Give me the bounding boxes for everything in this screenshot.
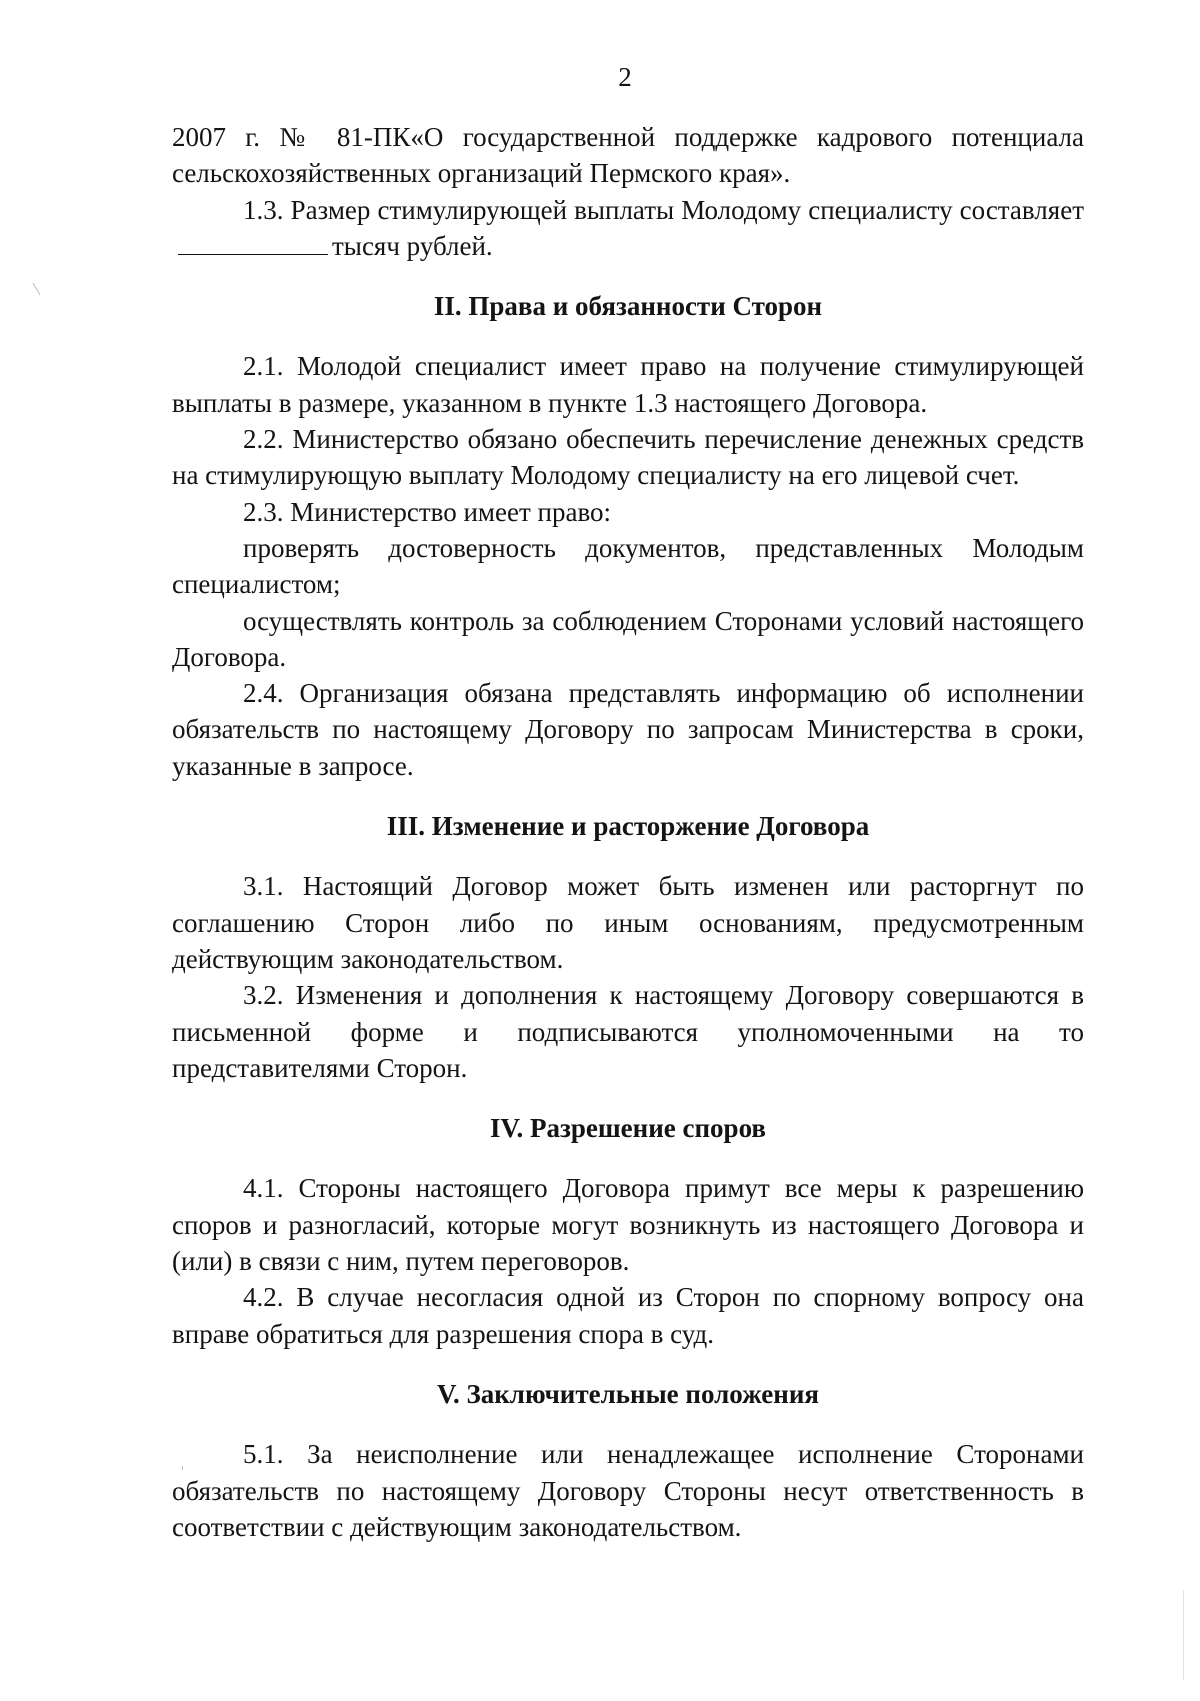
page-number: 2 (618, 62, 632, 92)
clause-4-2: 4.2. В случае несогласия одной из Сторон по спорному вопросу она вправе обратиться для разрешения спора в суд. (172, 1282, 1084, 1349)
amount-blank-line (178, 230, 328, 255)
scan-artifact (33, 283, 41, 296)
section-heading-disputes: IV. Разрешение споров (490, 1113, 766, 1144)
clause-2-3-item-1: проверять достоверность документов, представленных Молодым специалистом; (172, 532, 1084, 600)
clause-2-3: 2.3. Министерство имеет право: (243, 496, 612, 527)
section-heading-amendment: III. Изменение и расторжение Договора (386, 811, 870, 842)
clause-5-1: 5.1. За неисполнение или ненадлежащее исполнение Сторонами обязательств по настоящему Договору Стороны несут ответственность в соответствии с действующим законодательством. (172, 1439, 1084, 1542)
document-body (172, 119, 1084, 1545)
clause-3-1: 3.1. Настоящий Договор может быть изменен или расторгнут по соглашению Сторон либо по иным основаниям, предусмотренным действующим законодательством. (172, 871, 1084, 974)
amount-clause-unit: тысяч рублей. (332, 230, 493, 261)
clause-2-4: 2.4. Организация обязана представлять информацию об исполнении обязательств по настоящему Договору по запросам Министерства в сроки, указанные в запросе. (172, 678, 1084, 781)
clause-2-2: 2.2. Министерство обязано обеспечить перечисление денежных средств на стимулирующую выплату Молодому специалисту на его лицевой счет. (172, 424, 1084, 491)
intro-paragraph-1-3 (172, 192, 1084, 265)
clause-3-2: 3.2. Изменения и дополнения к настоящему Договору совершаются в письменной форме и подписываются уполномоченными на то представителями Сторон. (172, 980, 1084, 1083)
clause-2-3-item-2: осуществлять контроль за соблюдением Сторонами условий настоящего Договора. (172, 605, 1084, 672)
section-heading-rights: II. Права и обязанности Сторон (433, 291, 823, 322)
amount-clause-text: 1.3. Размер стимулирующей выплаты Молодому специалисту составляет (243, 194, 1084, 225)
scan-artifact (182, 1466, 183, 1470)
intro-paragraph-1: 2007 г. № 81-ПК«О государственной поддержке кадрового потенциала сельскохозяйственных организаций Пермского края». (172, 122, 1084, 189)
clause-4-1: 4.1. Стороны настоящего Договора примут все меры к разрешению споров и разногласий, которые могут возникнуть из настоящего Договора и (или) в связи с ним, путем переговоров. (172, 1173, 1084, 1277)
section-heading-final: V. Заключительные положения (436, 1378, 819, 1409)
scan-artifact (1183, 1590, 1184, 1680)
clause-2-1: 2.1. Молодой специалист имеет право на получение стимулирующей выплаты в размере, указанном в пункте 1.3 настоящего Договора. (172, 351, 1084, 418)
